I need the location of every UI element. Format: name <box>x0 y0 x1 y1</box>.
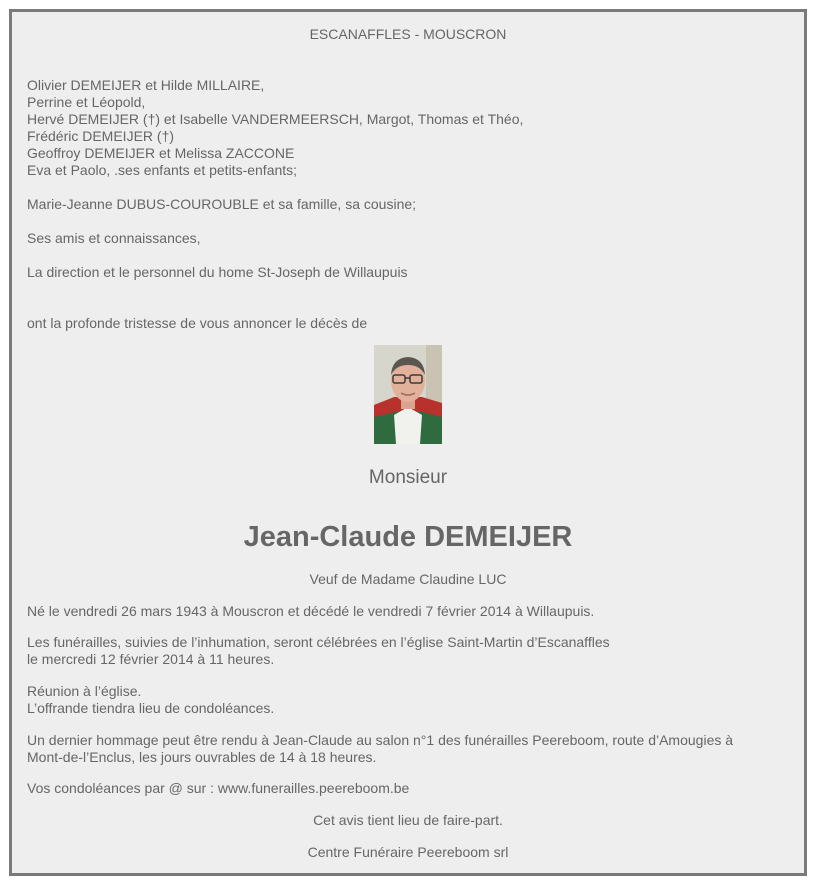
notice-line: Cet avis tient lieu de faire-part. <box>313 812 503 828</box>
homage-line: Un dernier hommage peut être rendu à Jean-Claude au salon n°1 des funérailles Peereboom, route d’Amougies à <box>27 732 734 748</box>
cousin-line: Marie-Jeanne DUBUS-COUROUBLE et sa famille, sa cousine; <box>27 196 417 212</box>
funeral-line: Les funérailles, suivies de l’inhumation, seront célébrées en l’église Saint-Martin d’Escanaffles <box>27 634 610 650</box>
deceased-portrait <box>374 345 442 444</box>
funeral-home-line: Centre Funéraire Peereboom srl <box>307 844 509 860</box>
portrait-image <box>374 345 442 444</box>
condolences-line: Vos condoléances par @ sur : www.funerailles.peereboom.be <box>27 780 410 796</box>
family-line: Eva et Paolo, .ses enfants et petits-enfants; <box>27 162 298 178</box>
funeral-line: le mercredi 12 février 2014 à 11 heures. <box>27 651 275 667</box>
family-line: Olivier DEMEIJER et Hilde MILLAIRE, <box>27 77 265 93</box>
obituary-card <box>9 9 807 876</box>
homage-line: Mont-de-l’Enclus, les jours ouvrables de 14 à 18 heures. <box>27 749 377 765</box>
announcement-line: ont la profonde tristesse de vous annoncer le décès de <box>27 315 368 331</box>
direction-line: La direction et le personnel du home St-Joseph de Willaupuis <box>27 264 408 280</box>
reunion-line: Réunion à l’église. <box>27 683 142 699</box>
location-header: ESCANAFFLES - MOUSCRON <box>309 26 507 42</box>
spouse-line: Veuf de Madame Claudine LUC <box>309 571 507 587</box>
reunion-line: L’offrande tiendra lieu de condoléances. <box>27 700 275 716</box>
deceased-name: Jean-Claude DEMEIJER <box>243 521 573 553</box>
deceased-honorific: Monsieur <box>368 467 448 488</box>
family-line: Geoffroy DEMEIJER et Melissa ZACCONE <box>27 145 295 161</box>
family-line: Hervé DEMEIJER (†) et Isabelle VANDERMEERSCH, Margot, Thomas et Théo, <box>27 111 524 127</box>
birth-death-line: Né le vendredi 26 mars 1943 à Mouscron et décédé le vendredi 7 février 2014 à Willaupuis. <box>27 603 595 619</box>
friends-line: Ses amis et connaissances, <box>27 230 201 246</box>
family-line: Frédéric DEMEIJER (†) <box>27 128 175 144</box>
family-line: Perrine et Léopold, <box>27 94 146 110</box>
